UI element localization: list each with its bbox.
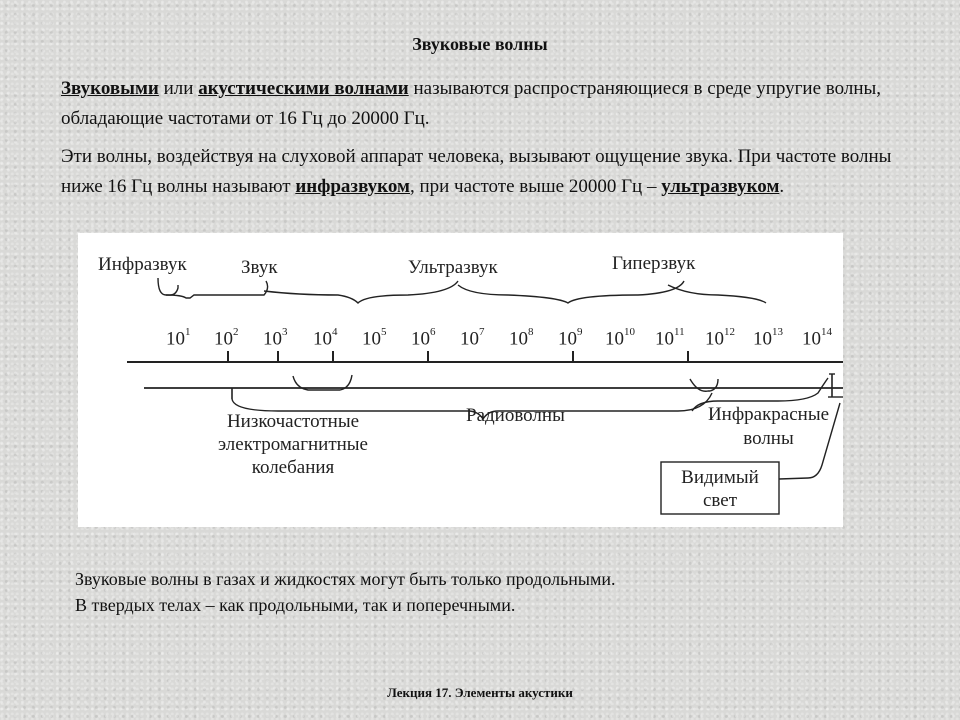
label-hypersound: Гиперзвук xyxy=(612,253,696,274)
tick-10-5: $10^5$ xyxy=(362,326,387,350)
tick-10-10: $10^{10}$ xyxy=(605,326,635,350)
brace-ultrasound xyxy=(264,281,458,303)
wave-types-line-1: Звуковые волны в газах и жидкостях могут быть только продольными. xyxy=(75,569,616,589)
term-acoustic-waves: акустическими волнами xyxy=(198,78,409,99)
infrasound-text-1: Эти волны, воздействуя на слуховой аппарат человека, вызывают ощущение звука. При частоте волны ниже 16 Гц волны называют xyxy=(61,146,892,197)
infrasound-paragraph xyxy=(61,142,901,202)
tick-10-7: $10^7$ xyxy=(460,326,485,350)
term-sound-waves: Звуковыми xyxy=(61,78,159,99)
tick-10-4: $10^4$ xyxy=(313,326,338,350)
tick-10-1: $10^1$ xyxy=(166,326,191,350)
label-sound: Звук xyxy=(241,257,278,278)
tick-10-13: $10^{13}$ xyxy=(753,326,783,350)
infrared-brace xyxy=(690,379,718,391)
tick-10-3: $10^3$ xyxy=(263,326,288,350)
infrasound-text-3: . xyxy=(779,176,785,197)
brace-sound xyxy=(166,281,268,298)
slide-title: Звуковые волны xyxy=(412,34,548,54)
label-visible-light: Видимый свет xyxy=(681,467,759,511)
lecture-footer: Лекция 17. Элементы акустики xyxy=(387,685,573,700)
term-ultrasound: ультразвуком xyxy=(661,176,780,197)
definition-paragraph xyxy=(61,74,901,134)
tick-10-6: $10^6$ xyxy=(411,326,436,350)
tick-10-9: $10^9$ xyxy=(558,326,583,350)
brace-hyper-end xyxy=(668,285,766,303)
tick-10-8: $10^8$ xyxy=(509,326,534,350)
label-low-frequency-em: Низкочастотные электромагнитные колебания xyxy=(217,411,368,478)
label-radio-waves: Радиоволны xyxy=(466,405,565,426)
definition-text-2: называются распространяющиеся в среде упругие волны, обладающие частотами от 16 Гц до 20000 Гц. xyxy=(61,78,882,129)
term-infrasound: инфразвуком xyxy=(295,176,410,197)
infrasound-text-2: , при частоте выше 20000 Гц – xyxy=(409,176,662,197)
label-infrared-waves: Инфракрасные волны xyxy=(707,404,830,449)
tick-10-14: $10^{14}$ xyxy=(802,326,832,350)
frequency-scale-diagram xyxy=(78,233,843,527)
tick-10-2: $10^2$ xyxy=(214,326,239,350)
wave-types-line-2: В твердых телах – как продольными, так и поперечными. xyxy=(75,595,516,615)
brace-hypersound xyxy=(458,281,684,303)
label-ultrasound: Ультразвук xyxy=(408,257,498,278)
definition-text-1: или xyxy=(158,78,199,99)
label-infrasound: Инфразвук xyxy=(98,254,187,275)
wave-types-paragraph xyxy=(75,566,915,618)
tick-10-11: $10^{11}$ xyxy=(655,326,685,350)
brace-infrasound xyxy=(158,278,178,295)
tick-10-12: $10^{12}$ xyxy=(705,326,735,350)
